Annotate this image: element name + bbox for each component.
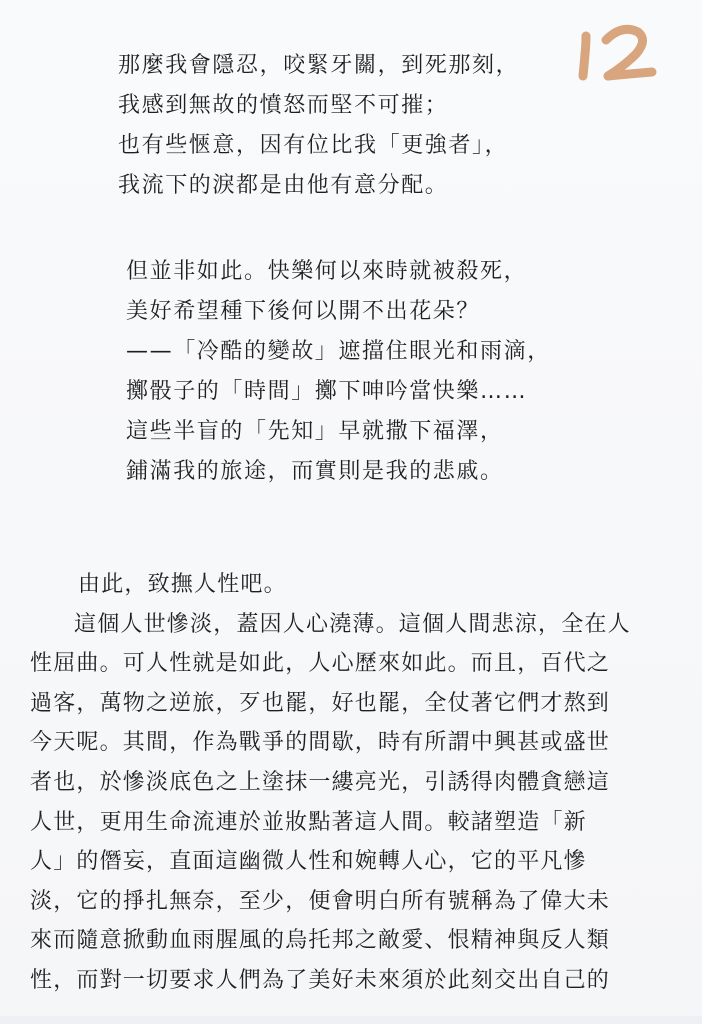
- page-number: [572, 14, 672, 94]
- prose-line: 由此，致撫人性吧。: [78, 572, 287, 597]
- poem-line: 那麼我會隱忍，咬緊牙關，到死那刻，: [118, 53, 520, 78]
- handwritten-page-number-drawing: [572, 14, 672, 94]
- poem-line: 這些半盲的「先知」早就撒下福澤，: [126, 419, 504, 444]
- poem-stanza-1: [118, 46, 519, 206]
- prose-paragraphs: [30, 565, 680, 1001]
- poem-line: ——「冷酷的變故」遮擋住眼光和雨滴，: [126, 339, 551, 364]
- poem-line: 擲骰子的「時間」擲下呻吟當快樂……: [126, 379, 528, 404]
- poem-line: 我感到無故的憤怒而堅不可摧；: [118, 93, 449, 118]
- prose-line: 性屈曲。可人性就是如此，人心歷來如此。而且，百代之: [30, 651, 611, 677]
- prose-line: 性，而對一切要求人們為了美好未來須於此刻交出自己的: [30, 967, 611, 993]
- prose-line: 今天呢。其間，作為戰爭的間歇，時有所謂中興甚或盛世: [30, 730, 611, 756]
- prose-line: 淡，它的掙扎無奈，至少，便會明白所有號稱為了偉大未: [30, 888, 611, 914]
- page-bottom-edge: [0, 1016, 702, 1024]
- prose-line: 來而隨意掀動血雨腥風的烏托邦之敵愛、恨精神與反人類: [30, 928, 611, 954]
- prose-line: 人世，更用生命流連於並妝點著這人間。較諸塑造「新: [30, 809, 587, 835]
- prose-line: 這個人世慘淡，蓋因人心澆薄。這個人間悲涼，全在人: [74, 611, 631, 637]
- poem-line: 我流下的淚都是由他有意分配。: [118, 173, 449, 198]
- poem-line: 鋪滿我的旅途，而實則是我的悲戚。: [126, 459, 504, 484]
- prose-line: 過客，萬物之逆旅，歹也罷，好也罷，全仗著它們才熬到: [30, 690, 611, 716]
- prose-line: 人」的僭妄，直面這幽微人性和婉轉人心，它的平凡慘: [30, 849, 587, 875]
- poem-line: 也有些愜意，因有位比我「更強者」，: [118, 133, 509, 158]
- poem-stanza-2: [126, 252, 551, 492]
- prose-line: 者也，於慘淡底色之上塗抹一縷亮光，引誘得肉體貪戀這: [30, 769, 611, 795]
- poem-line: 但並非如此。快樂何以來時就被殺死，: [126, 259, 528, 284]
- poem-line: 美好希望種下後何以開不出花朵？: [126, 299, 481, 324]
